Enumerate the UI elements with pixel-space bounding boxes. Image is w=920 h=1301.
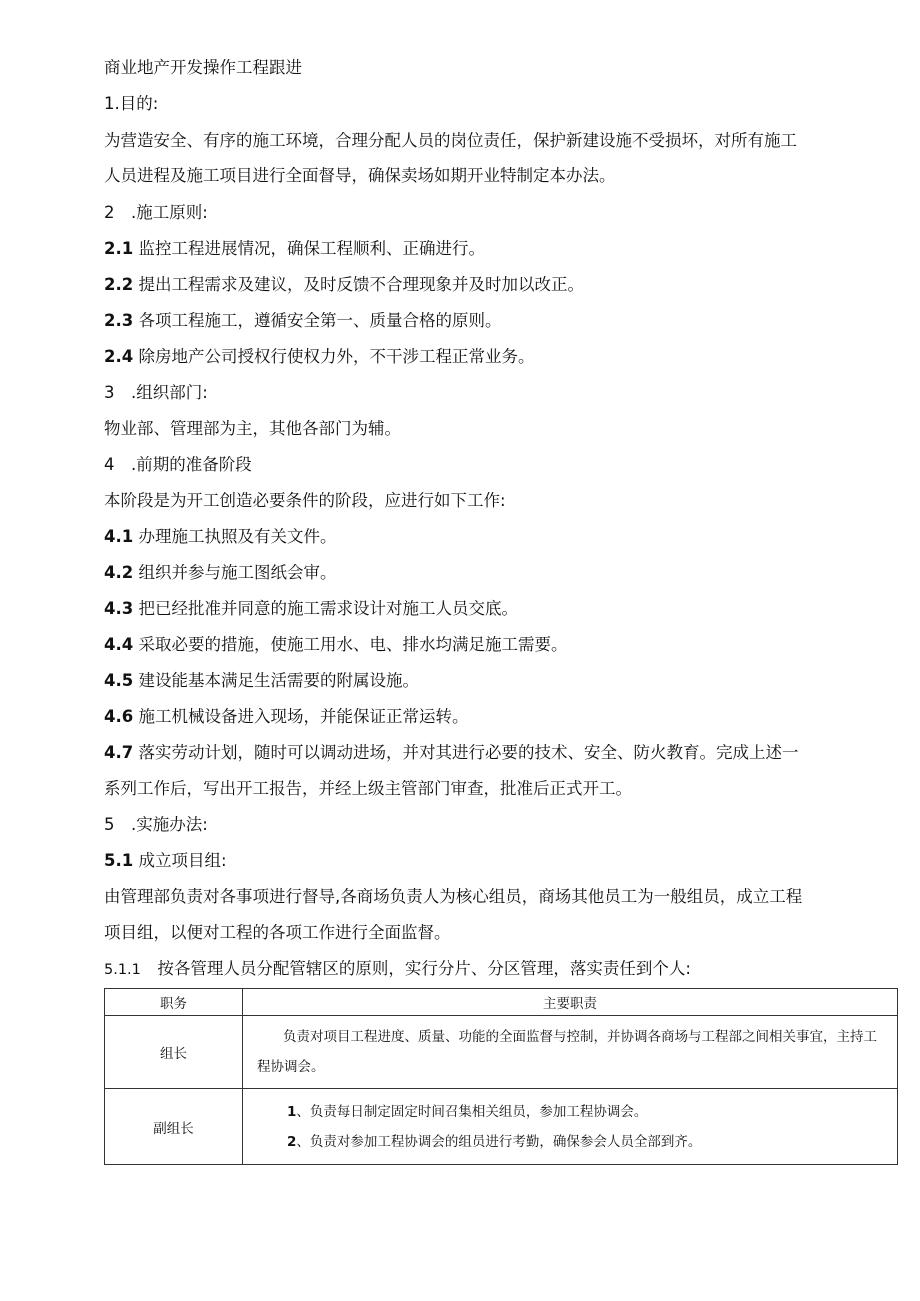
list-item xyxy=(257,1127,883,1157)
section-4-heading: 4 .前期的准备阶段 xyxy=(104,455,252,474)
table-row xyxy=(105,1089,898,1165)
item-4-1 xyxy=(104,527,336,547)
item-4-4 xyxy=(104,635,567,655)
list-item-number: 1 xyxy=(287,1103,297,1120)
item-5-1-body-line-1: 由管理部负责对各事项进行督导,各商场负责人为核心组员，商场其他员工为一般组员，成立工程 xyxy=(104,887,803,906)
item-4-4-text: 采取必要的措施，使施工用水、电、排水均满足施工需要。 xyxy=(133,635,568,654)
item-4-3 xyxy=(104,599,518,619)
item-4-2-text: 组织并参与施工图纸会审。 xyxy=(133,563,337,582)
item-2-3 xyxy=(104,311,501,331)
item-4-6 xyxy=(104,707,468,727)
item-5-1-1-number: 5.1.1 xyxy=(104,962,141,978)
list-item xyxy=(257,1097,883,1127)
item-2-3-number: 2.3 xyxy=(104,311,134,330)
item-2-4-number: 2.4 xyxy=(104,347,134,366)
item-4-5 xyxy=(104,671,419,691)
item-4-7-text-line-1: 落实劳动计划，随时可以调动进场，并对其进行必要的技术、安全、防火教育。完成上述一 xyxy=(133,743,799,762)
header-role: 职务 xyxy=(105,989,243,1016)
item-4-6-text: 施工机械设备进入现场，并能保证正常运转。 xyxy=(133,707,469,726)
item-4-7-text-line-2: 系列工作后，写出开工报告，并经上级主管部门审查，批准后正式开工。 xyxy=(104,779,632,798)
row-duty-leader xyxy=(243,1016,898,1089)
item-2-2 xyxy=(104,275,584,295)
section-1-body-line-2: 人员进程及施工项目进行全面督导，确保卖场如期开业特制定本办法。 xyxy=(104,166,616,185)
item-2-1 xyxy=(104,239,485,259)
item-4-5-text: 建设能基本满足生活需要的附属设施。 xyxy=(133,671,419,690)
item-5-1-number: 5.1 xyxy=(104,851,134,870)
section-3-body: 物业部、管理部为主，其他各部门为辅。 xyxy=(104,419,401,438)
item-4-4-number: 4.4 xyxy=(104,635,134,654)
item-5-1-text: 成立项目组: xyxy=(133,851,227,870)
item-4-3-text: 把已经批准并同意的施工需求设计对施工人员交底。 xyxy=(133,599,518,618)
section-2-heading: 2 .施工原则: xyxy=(104,203,208,222)
list-item-number: 2 xyxy=(287,1133,297,1150)
item-2-2-number: 2.2 xyxy=(104,275,134,294)
item-4-6-number: 4.6 xyxy=(104,707,134,726)
item-4-1-text: 办理施工执照及有关文件。 xyxy=(133,527,337,546)
item-4-2 xyxy=(104,563,336,583)
item-5-1-body-line-2: 项目组，以便对工程的各项工作进行全面监督。 xyxy=(104,923,451,942)
item-2-1-number: 2.1 xyxy=(104,239,134,258)
row-duty-leader-text: 负责对项目工程进度、质量、功能的全面监督与控制，并协调各商场与工程部之间相关事宜，主持工程协调会。 xyxy=(257,1029,877,1075)
item-4-5-number: 4.5 xyxy=(104,671,134,690)
item-5-1 xyxy=(104,851,227,871)
item-5-1-1-text: 按各管理人员分配管辖区的原则，实行分片、分区管理，落实责任到个人: xyxy=(140,959,691,978)
item-2-4-text: 除房地产公司授权行使权力外，不干涉工程正常业务。 xyxy=(133,347,535,366)
duty-table xyxy=(104,988,898,1165)
section-1-body-line-1: 为营造安全、有序的施工环境，合理分配人员的岗位责任，保护新建设施不受损坏，对所有施工 xyxy=(104,131,797,150)
row-role-leader: 组长 xyxy=(105,1016,243,1089)
item-4-7-number: 4.7 xyxy=(104,743,134,762)
list-item-text: 、负责每日制定固定时间召集相关组员，参加工程协调会。 xyxy=(296,1103,648,1120)
item-5-1-1 xyxy=(104,959,691,980)
item-4-3-number: 4.3 xyxy=(104,599,134,618)
row-duty-deputy xyxy=(243,1089,898,1165)
document-title: 商业地产开发操作工程跟进 xyxy=(104,58,302,77)
table-row xyxy=(105,1016,898,1089)
section-5-heading: 5 .实施办法: xyxy=(104,815,208,834)
list-item-text: 、负责对参加工程协调会的组员进行考勤，确保参会人员全部到齐。 xyxy=(296,1133,702,1150)
row-role-deputy: 副组长 xyxy=(105,1089,243,1165)
item-4-7 xyxy=(104,743,798,763)
section-4-intro: 本阶段是为开工创造必要条件的阶段，应进行如下工作: xyxy=(104,491,506,510)
header-duty: 主要职责 xyxy=(243,989,898,1016)
row-duty-deputy-list xyxy=(243,1093,897,1161)
table-header-row xyxy=(105,989,898,1016)
item-4-1-number: 4.1 xyxy=(104,527,134,546)
item-4-2-number: 4.2 xyxy=(104,563,134,582)
item-2-2-text: 提出工程需求及建议，及时反馈不合理现象并及时加以改正。 xyxy=(133,275,584,294)
section-3-heading: 3 .组织部门: xyxy=(104,383,208,402)
item-2-4 xyxy=(104,347,534,367)
section-1-heading: 1.目的: xyxy=(104,94,159,113)
item-2-1-text: 监控工程进展情况，确保工程顺利、正确进行。 xyxy=(133,239,485,258)
item-2-3-text: 各项工程施工，遵循安全第一、质量合格的原则。 xyxy=(133,311,502,330)
